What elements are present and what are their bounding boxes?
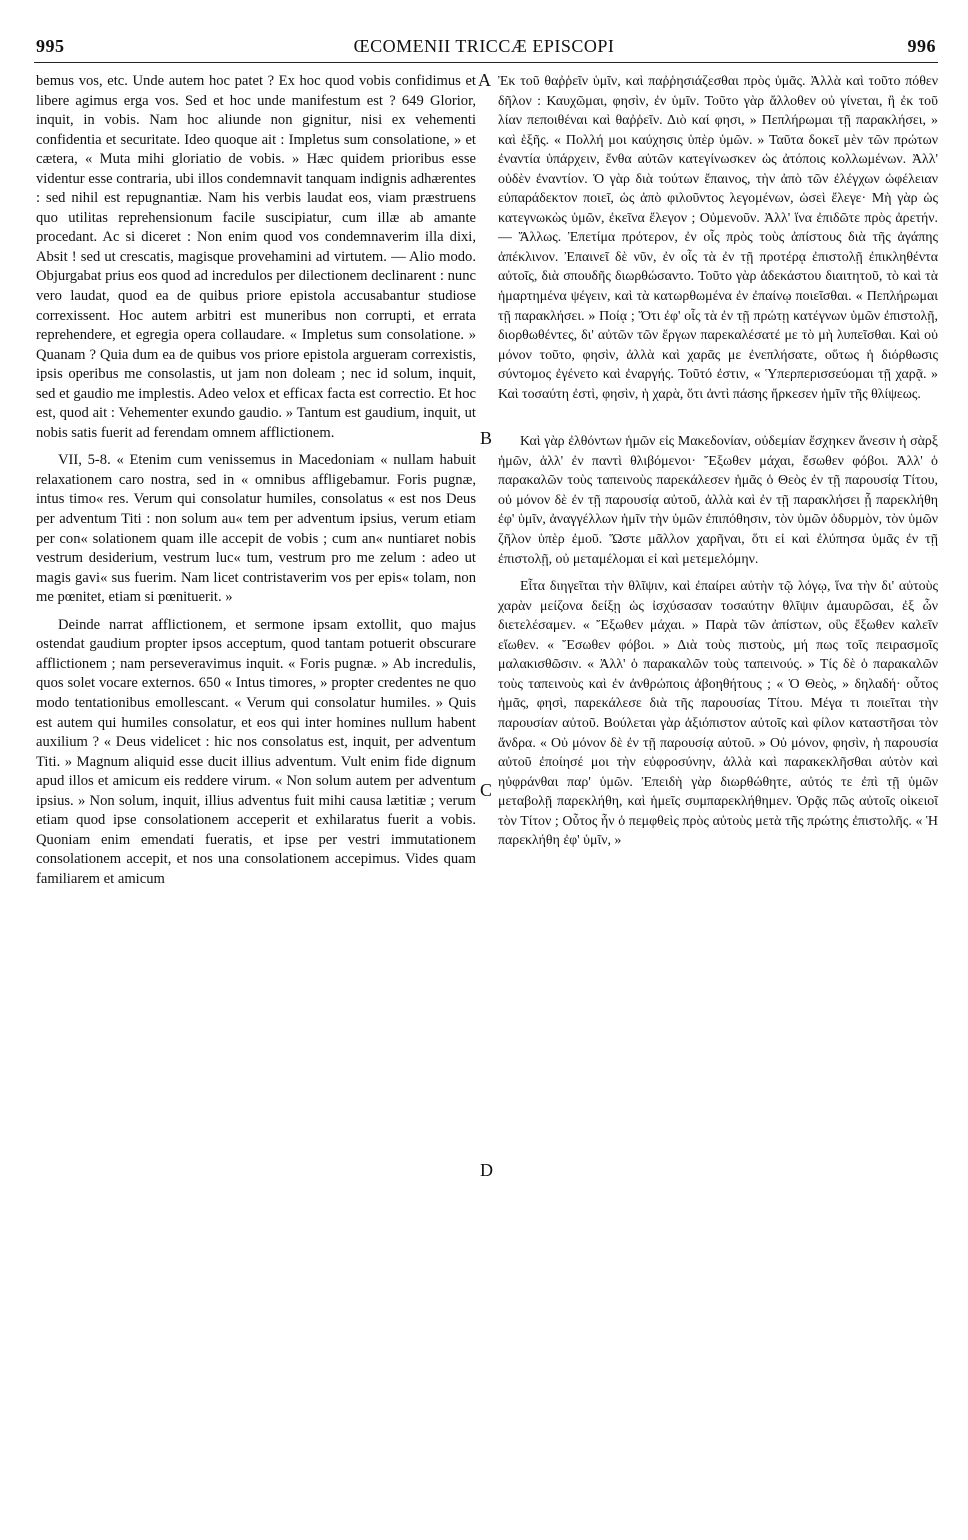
greek-column [498,72,938,851]
greek-paragraph-1: Ἐκ τοῦ θαῤῥεῖν ὑμῖν, καὶ παῤῥησιάζεσθαι πρὸς ὑμᾶς. Ἀλλὰ καὶ τοῦτο πόθεν δῆλον : Καυχῶμαι, φησὶν, ἐν ὑμῖν. Τοῦτο γὰρ ἄλλοθεν οὐ γίνεται, ἢ ἐκ τοῦ λίαν πεποιθέναι καὶ θαῤῥεῖν. Διὸ καί φησι, » Πεπλήρωμαι τῇ παρακλήσει, » καὶ ἑξῆς. « Πολλή μοι καύχησις ὑπὲρ ὑμῶν. » Ταῦτα δοκεῖ μὲν τῶν πρώτων ἐναντία ὑπάρχειν, ἔνθα αὐτῶν κατεγίνωσκεν ὡς ἀτόποις κολλωμένων. Ἀλλ' οὐδὲν ἐναντίον. Ὁ γὰρ διὰ τούτων ἔπαινος, τὴν ἀπὸ τῶν ἐλέγχων ὠφέλειαν εὐπαράδεκτον ποιεῖ, ὡς ἀπὸ φιλοῦντος λεγομένων, ὡσεὶ ἔλεγε· Μὴ γὰρ ὡς κατεγνωκὼς ὑμῶν, ἐκεῖνα ἔλεγον ; Οὐμενοῦν. Ἀλλ' ἵνα ἐπιδῶτε πρὸς ἀρετήν. — Ἄλλως. Ἐπετίμα πρότερον, ἐν οἷς πρὸς τοὺς ἀπίστους διὰ τῆς ἀγάπης ἀπέκλινον. Ἐπαινεῖ δὲ νῦν, ἐν οἷς τὰ ἐν τῇ προτέρᾳ ἐπιστολῇ ἐπικληθέντα αὐτοῖς, διὰ σπουδῆς διωρθώσαντο. Τοῦτο γὰρ ἀδεκάστου διαιτητοῦ, τὸ καὶ τὰ ἡμαρτημένα ψέγειν, καὶ τὰ κατωρθωμένα ἐν ἐπαίνῳ ποιεῖσθαι. « Πεπλήρωμαι τῇ παρακλήσει. » Ποίᾳ ; Ὅτι ἐφ' οἷς τὰ ἐν τῇ πρώτῃ κατέγνων ὑμῶν ἐπιστολῇ, διορθωθέντες, δι' αὐτῶν τῶν ἔργων παρεκαλέσατέ με τὸ μὴ λυπεῖσθαι. Καὶ οὐ μόνον τοῦτο, φησὶν, ἀλλὰ καὶ χαρᾶς με ἐνεπλήσατε, οὕτως ἡ διόρθωσις σύντομος ἐγένετο καὶ ἐναργής. Τοῦτό ἐστιν, « Ὑπερπερισσεύομαι τῇ χαρᾷ. » Καὶ τοσαύτη ἐστὶ, φησὶν, ἡ χαρὰ, ὅτι ἀντὶ πάσης ἤρκεσεν ἡμῖν τῆς θλίψεως. [498,74,938,402]
latin-paragraph-3: Deinde narrat afflictionem, et sermone ipsam extollit, quo majus ostendat gaudium propter ipsos acceptum, quod tantam potuerit obscurare afflictionem ; nam perseveravimus inquit. « Foris pugnæ. » Ab incredulis, quos solet vocare externos. 650 « Intus timores, » propter credentes ne quo modo tentationibus emollescant. « Verum qui consolatur humiles. » Quis est autem qui humiles consolatur, et eos qui inter homines nullum habent auxilium ? « Deus videlicet : hic nos consolatus est, inquit, per adventum Titi. » Magnum aliquid esse ducit illius adventum. Vult enim fide dignum apud illos et amicum eis reddere virum. « Non solum autem per adventum ipsius. » Non solum, inquit, illius adventus fuit mihi causa lætitiæ ; verum etiam quod ipse consolationem acceperit et exhilaratus fuerit a vobis. Quoniam enim emendati fueratis, et ipse per vestri immutationem consolationem accepit, et nos una consolationem accepimus. Vides quam familiarem et amicum [36,616,476,887]
margin-marker-a: A [478,70,491,90]
right-page-number: 996 [907,36,936,56]
latin-paragraph-2: VII, 5-8. « Etenim cum venissemus in Macedoniam « nullam habuit relaxationem caro nostra, sed in « omnibus affligebamur. Foris pugnæ, intus timo« res. Verum qui consolatur humiles, consolatus « est nos Deus per adventum Titi : non solum au« tem per adventum ipsius, verum etiam per con« solationem quam ille accepit de vobis ; cum an« nuntiaret nobis vestrum desiderium, vestrum luc« tum, vestrum pro me zelum : adeo ut magis gavi« sus fuerim. Nam licet contristaverim vos per epis« tolam, non me pœnitet, etiam si pœnituerit. » [36,452,476,606]
latin-column [36,72,476,889]
greek-paragraph-2: Καὶ γὰρ ἐλθόντων ἡμῶν εἰς Μακεδονίαν, οὐδεμίαν ἔσχηκεν ἄνεσιν ἡ σὰρξ ἡμῶν, ἀλλ' ἐν παντὶ θλιβόμενοι· Ἔξωθεν μάχαι, ἔσωθεν φόβοι. Ἀλλ' ὁ παρακαλῶν τοὺς ταπεινοὺς παρεκάλεσεν ἡμᾶς ὁ Θεὸς ἐν τῇ παρουσίᾳ Τίτου, οὐ μόνον δὲ ἐν τῇ παρουσίᾳ αὐτοῦ, ἀλλὰ καὶ ἐν τῇ παρακλήσει ᾗ παρεκλήθη ἐφ' ὑμῖν, ἀναγγέλλων ἡμῖν τὴν ὑμῶν ἐπιπόθησιν, τὸν ὑμῶν ὀδυρμὸν, τὸν ὑμῶν ζῆλον ὑπὲρ ἐμοῦ. Ὥστε μᾶλλον χαρῆναι, ὅτι εἰ καὶ ἐλύπησα ὑμᾶς ἐν τῇ ἐπιστολῇ, οὐ μεταμέλομαι εἰ καὶ μετεμελόμην. [498,434,938,567]
header-rule [34,62,938,63]
latin-paragraph-1: bemus vos, etc. Unde autem hoc patet ? Ex hoc quod vobis confidimus et libere agimus erga vos. Sed et hoc unde manifestum est ? 649 Glorior, inquit, in vobis. Nam hoc aliunde non gignitur, nisi ex vehementi confidentia et securitate. Ideo quoque ait : Impletus sum consolatione, » et cætera, « Muta mihi gloriatio de vobis. » Hæc quidem prioribus esse videntur esse contraria, ubi illos condemnavit tanquam indignis adhærentes : sed nihil est repugnantiæ. Nam his verbis laudat eos, viam præstruens quo utilitas reprehensionum facile suscipiatur, cum illæ ab amante procedant. Ac si diceret : Non enim quod vos condemnaverim illa dixi, Absit ! sed ut crescatis, magisque provehamini ad virtutem. — Alio modo. Objurgabat prius eos quod ad incredulos per dilectionem declinarent : nunc vero laudat, quod ea de quibus priore epistola accusabantur studiose correxissent. Hoc autem arbitri est muneribus non corrupti, et errata reprehendere, et egregia opera collaudare. « Impletus sum consolatione. » Quanam ? Quia dum ea de quibus vos priore epistola argueram correxistis, ipsis operibus me consolastis, ut jam non doleam ; nec id solum, inquit, sed et gaudio me implestis. Adeo velox et efficax facta est correctio. Et hoc est, quod ait : Vehementer exundo gaudio. » Tantum est gaudium, inquit, ut nobis satis fuerit ad ferendam omnem afflictionem. [36,73,476,441]
margin-marker-b: B [480,428,493,448]
left-page-number: 995 [36,36,65,56]
margin-marker-d: D [480,1160,493,1180]
running-title: ŒCOMENII TRICCÆ EPISCOPI [353,36,615,56]
greek-paragraph-3: Εἶτα διηγεῖται τὴν θλῖψιν, καὶ ἐπαίρει αὐτὴν τῷ λόγῳ, ἵνα τὴν δι' αὐτοὺς χαρὰν μείζονα δείξῃ ὡς ἰσχύσασαν τοσαύτην θλῖψιν ἀμαυρῶσαι, ἐξ ὧν διετελέσαμεν. « Ἔξωθεν μάχαι. » Παρὰ τῶν ἀπίστων, οὓς ἔξωθεν καλεῖν εἴωθεν. « Ἔσωθεν φόβοι. » Διὰ τοὺς πιστοὺς, μή πως τοῖς πειρασμοῖς μαλακισθῶσιν. « Ἀλλ' ὁ παρακαλῶν τοὺς ταπεινούς. » Τίς δὲ ὁ παρακαλῶν τοὺς ταπεινοὺς καὶ ἐν ἀνθρώποις ἀβοηθήτους ; « Ὁ Θεὸς, » δηλαδή· οὗτος ἡμᾶς, φησὶ, παρεκάλεσε διὰ τῆς παρουσίας Τίτου. Μέγα τι ποιεῖται τὴν παρουσίαν αὐτοῦ. Βούλεται γὰρ ἀξιόπιστον αὐτοῖς καὶ φίλον καταστῆσαι τὸν ἄνδρα. « Οὐ μόνον δὲ ἐν τῇ παρουσίᾳ αὐτοῦ. » Οὐ μόνον, φησὶν, ἡ παρουσία αὐτοῦ ἐποίησέ μοι τὴν εὐφροσύνην, ἀλλὰ καὶ παρακεκλῆσθαι αὐτὸν καὶ ηὐφράνθαι παρ' ὑμῶν. Ἐπειδὴ γὰρ διωρθώθητε, αὐτός τε ἐπὶ τῇ ὑμῶν μεταβολῇ παρεκλήθη, καὶ ἡμεῖς συμπαρεκλήθημεν. Ὁρᾷς πῶς αὐτοῖς οἰκειοῖ τὸν Τίτον ; Οὗτος ἦν ὁ πεμφθεὶς πρὸς αὐτοὺς μετὰ τῆς πρώτης ἐπιστολῆς. « Ἡ παρεκλήθη ἐφ' ὑμῖν, » [498,579,938,849]
margin-marker-c: C [480,780,493,800]
